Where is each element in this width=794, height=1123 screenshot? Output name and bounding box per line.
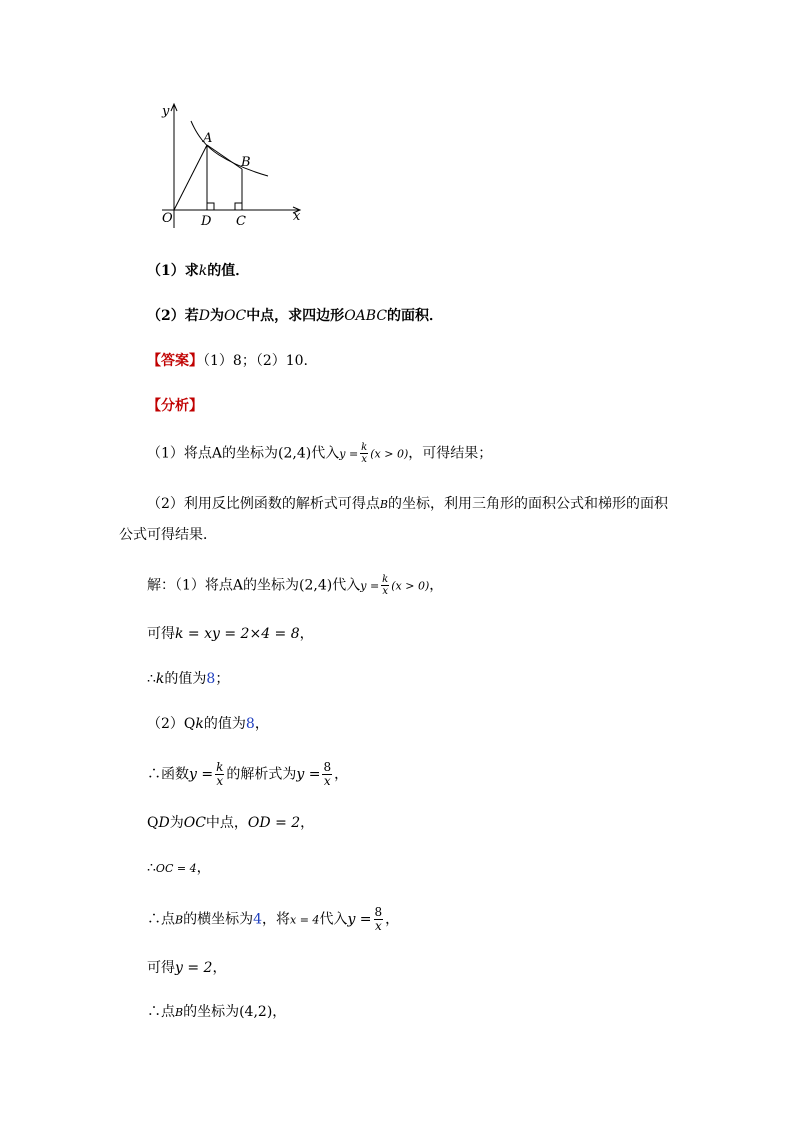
coordinate-figure bbox=[150, 95, 320, 239]
analysis-paragraph-1: （1）将点A的坐标为(2,4)代入y = $\frac{k}{x}$ (x > 0)，可得结果； bbox=[147, 442, 493, 465]
label-B: B bbox=[241, 155, 251, 170]
fraction: $\frac{k}{x}$ bbox=[382, 574, 389, 597]
question-1: （1）求k的值． bbox=[147, 263, 250, 279]
solution-line-7: ∴OC = 4， bbox=[147, 860, 211, 876]
solution-line-3: ∴k的值为8； bbox=[147, 671, 230, 687]
solution-line-5: ∴函数y = $\frac{k}{x}$ 的解析式为y = $\frac{8}{x}$ ， bbox=[147, 760, 349, 788]
right-angle-C bbox=[235, 203, 242, 210]
solution-line-4: （2）Qk的值为8， bbox=[147, 716, 269, 732]
analysis-paragraph-2-line-1: （2）利用反比例函数的解析式可得点B的坐标，利用三角形的面积公式和梯形的面积 bbox=[147, 496, 668, 512]
analysis-tag: 【分析】 bbox=[147, 398, 203, 414]
fraction: $\frac{8}{x}$ bbox=[323, 760, 332, 788]
solution-line-1: 解：（1）将点A的坐标为(2,4)代入y = $\frac{k}{x}$ (x > 0)， bbox=[147, 574, 444, 597]
segment-AB bbox=[207, 145, 242, 169]
label-A: A bbox=[203, 131, 213, 146]
question-2: （2）若D为OC中点，求四边形OABC的面积． bbox=[147, 308, 444, 324]
figure-svg bbox=[150, 95, 320, 235]
solution-line-9: 可得y = 2， bbox=[147, 960, 227, 976]
solution-line-10: ∴点B的坐标为(4,2)， bbox=[147, 1004, 287, 1020]
solution-line-6: QD为OC中点，OD = 2， bbox=[147, 815, 315, 831]
right-angle-D bbox=[207, 203, 214, 210]
analysis-paragraph-2-line-2: 公式可得结果． bbox=[119, 527, 217, 543]
label-x: x bbox=[293, 209, 301, 224]
fraction: $\frac{8}{x}$ bbox=[374, 905, 383, 933]
label-D: D bbox=[201, 214, 212, 229]
answer-text: （1）8；（2）10. bbox=[203, 353, 308, 369]
answer-tag: 【答案】 bbox=[147, 353, 203, 369]
fraction: $\frac{k}{x}$ bbox=[216, 760, 224, 788]
label-y: y bbox=[162, 104, 170, 119]
q1-variable: k bbox=[198, 263, 208, 279]
answer-line bbox=[147, 351, 308, 371]
fraction: $\frac{k}{x}$ bbox=[361, 442, 368, 465]
label-C: C bbox=[236, 214, 246, 229]
label-O: O bbox=[162, 211, 173, 226]
solution-line-8: ∴点B的横坐标为4，将x = 4代入y = $\frac{8}{x}$ ， bbox=[147, 905, 400, 933]
segment-OA bbox=[174, 145, 207, 210]
solution-line-2: 可得k = xy = 2×4 = 8， bbox=[147, 626, 314, 642]
hyperbola-curve bbox=[191, 121, 268, 176]
